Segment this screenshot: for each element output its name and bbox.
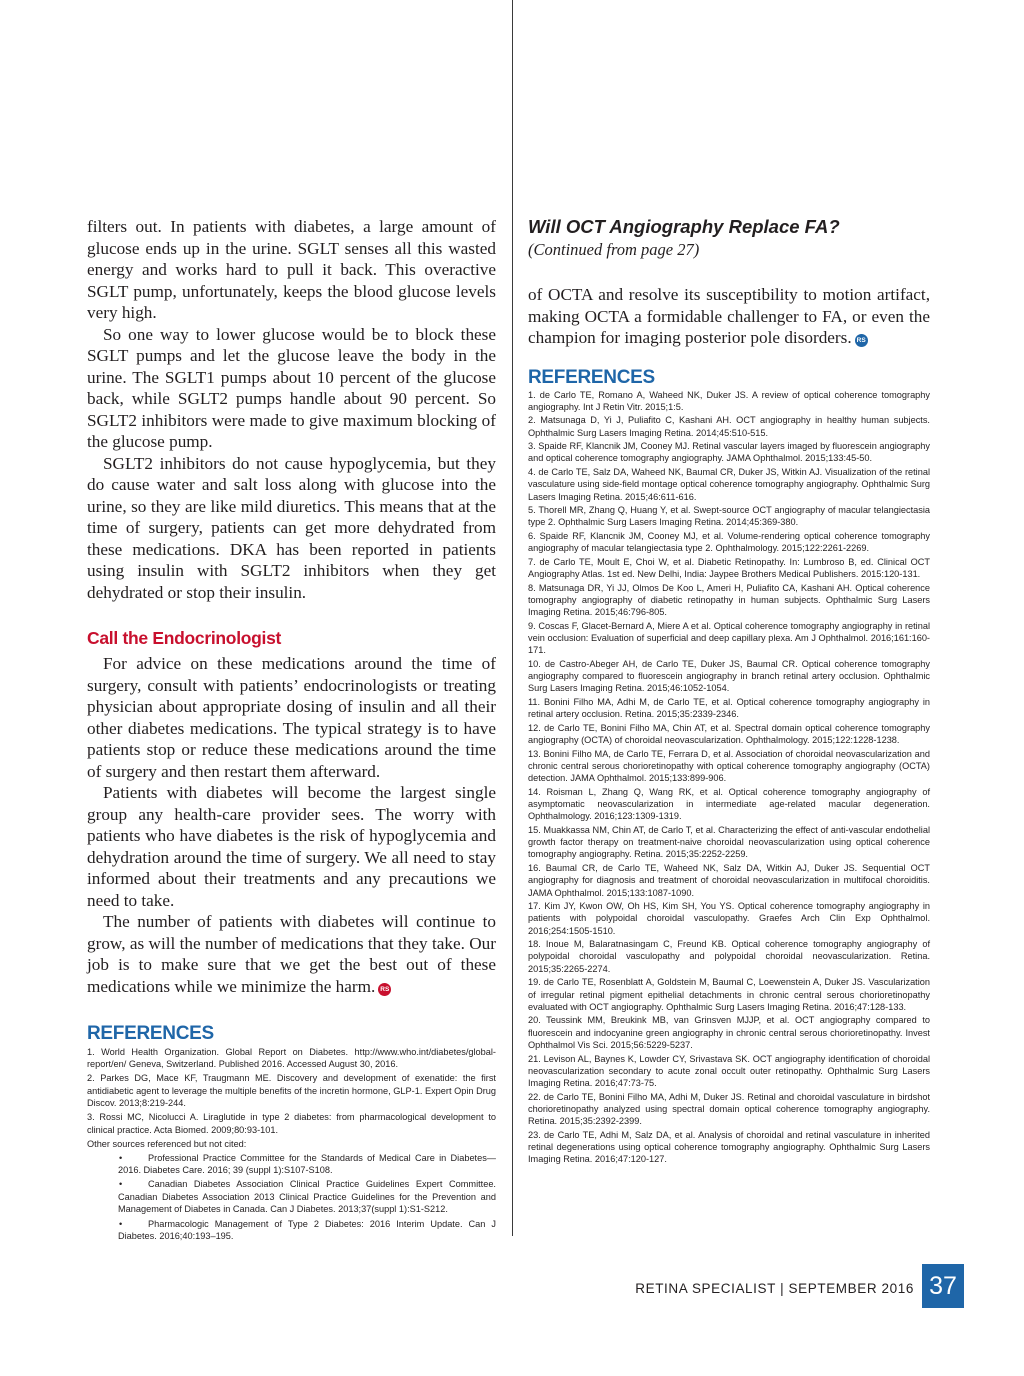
- reference-item: 1. World Health Organization. Global Report on Diabetes. http://www.who.int/diabetes/global-report/en/ Geneva, Switzerland. Published 2016. Accessed August 30, 2016.: [87, 1047, 496, 1070]
- paragraph-final: [87, 911, 496, 997]
- left-section-body: [87, 653, 496, 997]
- reference-item: 18. Inoue M, Balaratnasingam C, Freund KB. Optical coherence tomography angiography of polypoidal choroidal vasculopathy and polypoidal choroidal neovascularization. Retina. 2015;35:2265-2274.: [528, 939, 930, 974]
- rs-end-mark-icon: RS: [378, 983, 391, 996]
- reference-item: 6. Spaide RF, Klancnik JM, Cooney MJ, et al. Volume-rendering optical coherence tomography angiography of macular telangiectasia type 2. Ophthalmology. 2015;122:2261-2269.: [528, 531, 930, 554]
- reference-item: 10. de Castro-Abeger AH, de Carlo TE, Duker JS, Baumal CR. Optical coherence tomography angiography compared to fluorescein angiography in branch retinal artery occlusion. Ophthalmic Surg Lasers Imaging Retina. 2015;46:1052-1054.: [528, 659, 930, 694]
- column-divider: [512, 0, 513, 1236]
- bullet-text: • Pharmacologic Management of Type 2 Diabetes: 2016 Interim Update. Can J Diabetes. 2016;40:193–195.: [118, 1218, 496, 1242]
- left-column: [87, 216, 496, 1244]
- reference-item: 22. de Carlo TE, Bonini Filho MA, Adhi M, Duker JS. Retinal and choroidal vasculature in birdshot chorioretinopathy analyzed using spectral domain optical coherence tomography angiography. Retina. 2015;35:2392-2399.: [528, 1091, 930, 1126]
- paragraph: So one way to lower glucose would be to block these SGLT pumps and let the glucose leave the body in the urine. The SGLT1 pumps about 10 percent of the glucose back, while SGLT2 pumps handle about 90 percent. So SGLT2 inhibitors were made to give maximum blocking of the glucose pump.: [87, 324, 496, 451]
- paragraph-text: The number of patients with diabetes will continue to grow, as will the number of medications that they take. Our job is to make sure that we get the best out of these medications while we minimize the harm.: [87, 912, 496, 996]
- paragraph: filters out. In patients with diabetes, a large amount of glucose ends up in the urine. SGLT senses all this wasted energy and works hard to pull it back. This overactive SGLT pump, unfortunately, keeps the blood glucose levels very high.: [87, 217, 496, 322]
- reference-item: 12. de Carlo TE, Bonini Filho MA, Chin AT, et al. Spectral domain optical coherence tomography angiography (OCTA) of choroidal neovascularization. Ophthalmology. 2015;122:1228-1238.: [528, 723, 930, 746]
- reference-item: 23. de Carlo TE, Adhi M, Salz DA, et al. Analysis of choroidal and retinal vasculature in inherited retinal degenerations using optical coherence tomography angiography. Ophthalmic Surg Lasers Imaging Retina. 2016;47:120-127.: [528, 1129, 930, 1164]
- paragraph: For advice on these medications around the time of surgery, consult with patients’ endocrinologists or treating physician about appropriate dosing of insulin and all their other diabetes medications. The typical strategy is to have patients stop or reduce these medications around the time of surgery and then restart them afterward.: [87, 654, 496, 781]
- references-heading: REFERENCES: [87, 1023, 214, 1044]
- reference-item: 20. Teussink MM, Breukink MB, van Grinsven MJJP, et al. OCT angiography compared to fluorescein and indocyanine green angiography in chronic central serous chorioretinopathy. Invest Ophthalmol Vis Sci. 2015;56:5229-5237.: [528, 1015, 930, 1050]
- reference-item: 1. de Carlo TE, Romano A, Waheed NK, Duker JS. A review of optical coherence tomography angiography. Int J Retin Vitr. 2015;1:5.: [528, 389, 930, 412]
- right-body: [528, 284, 930, 349]
- reference-item: 3. Rossi MC, Nicolucci A. Liraglutide in type 2 diabetes: from pharmacological development to clinical practice. Acta Biomed. 2009;80:93-101.: [87, 1112, 496, 1135]
- reference-item: 9. Coscas F, Glacet-Bernard A, Miere A et al. Optical coherence tomography angiography in retinal vein occlusion: Evaluation of superficial and deep capillary plexa. Am J Ophthalmol. 2016;161:160-171.: [528, 621, 930, 656]
- reference-item: 13. Bonini Filho MA, de Carlo TE, Ferrara D, et al. Association of choroidal neovascularization and chronic central serous chorioretinopathy with optical coherence tomography angiography (OCTA) detection. JAMA Ophthalmol. 2015;133:899-906.: [528, 749, 930, 784]
- continued-note: (Continued from page 27): [528, 240, 700, 259]
- reference-item: 16. Baumal CR, de Carlo TE, Waheed NK, Salz DA, Witkin AJ, Duker JS. Sequential OCT angiography for diagnosis and treatment of choroidal neovascularization in multifocal choroiditis. JAMA Ophthalmol. 2015;133:1087-1090.: [528, 863, 930, 898]
- paragraph: SGLT2 inhibitors do not cause hypoglycemia, but they do cause water and salt loss along with glucose into the urine, so they are like mild diuretics. This means that at the time of surgery, patients can get more dehydrated from these medications. DKA has been reported in patients using insulin with SGLT2 inhibitors when they get dehydrated or stop their insulin.: [87, 453, 496, 602]
- paragraph: Patients with diabetes will become the largest single group any health-care provider sees. The worry with patients who have diabetes is the risk of hypoglycemia and dehydration around the time of surgery. We all need to stay informed about their treatments and any precautions we need to take.: [87, 783, 496, 910]
- reference-item: 11. Bonini Filho MA, Adhi M, de Carlo TE, et al. Optical coherence tomography angiography in retinal artery occlusion. Retina. 2015;35:2339-2346.: [528, 697, 930, 720]
- bullet-item: [87, 1178, 496, 1215]
- reference-item: 17. Kim JY, Kwon OW, Oh HS, Kim SH, You YS. Optical coherence tomography angiography in patients with polypoidal choroidal vasculopathy. Graefes Arch Clin Exp Ophthalmol. 2016;254:1505-1510.: [528, 901, 930, 936]
- reference-item: 2. Matsunaga D, Yi J, Puliafito C, Kashani AH. OCT angiography in healthy human subjects. Ophthalmic Surg Lasers Imaging Retina. 2014;45:510-515.: [528, 415, 930, 438]
- bullet-text: • Professional Practice Committee for the Standards of Medical Care in Diabetes—2016. Diabetes Care. 2016; 39 (suppl 1):S107-S108.: [118, 1152, 496, 1176]
- references-list: [87, 1046, 496, 1242]
- rs-end-mark-icon: RS: [855, 334, 868, 347]
- reference-item: 14. Roisman L, Zhang Q, Wang RK, et al. Optical coherence tomography angiography of asymptomatic neovascularization in intermediate age-related macular degeneration. Ophthalmology. 2016;123:1309-1319.: [528, 787, 930, 822]
- bullet-item: [87, 1218, 496, 1243]
- right-column: [528, 216, 930, 1167]
- reference-note: Other sources referenced but not cited:: [87, 1138, 247, 1149]
- paragraph-text: of OCTA and resolve its susceptibility to motion artifact, making OCTA a formidable challenger to FA, or even the champion for imaging posterior pole disorders.: [528, 285, 930, 347]
- reference-item: 2. Parkes DG, Mace KF, Traugmann ME. Discovery and development of exenatide: the first antidiabetic agent to leverage the multiple benefits of the incretin hormone, GLP-1. Expert Opin Drug Discov. 2013;8:219-244.: [87, 1073, 496, 1109]
- reference-item: 4. de Carlo TE, Salz DA, Waheed NK, Baumal CR, Duker JS, Witkin AJ. Visualization of the retinal vasculature using side-field montage optical coherence tomography angiography. Ophthalmic Surg Lasers Imaging Retina. 2015;46:611-616.: [528, 467, 930, 502]
- references-list: [528, 389, 930, 1166]
- reference-item: 8. Matsunaga DR, Yi JJ, Olmos De Koo L, Ameri H, Puliafito CA, Kashani AH. Optical coherence tomography angiography of diabetic retinopathy in human subjects. Ophthalmic Surg Lasers Imaging Retina. 2015;46:796-805.: [528, 583, 930, 618]
- references-heading: REFERENCES: [528, 366, 655, 388]
- reference-item: 3. Spaide RF, Klancnik JM, Cooney MJ. Retinal vascular layers imaged by fluorescein angiography and optical coherence tomography angiography. JAMA Ophthalmol. 2015;133:45-50.: [528, 441, 930, 464]
- bullet-item: [87, 1152, 496, 1177]
- running-footer: RETINA SPECIALIST | SEPTEMBER 2016: [635, 1281, 914, 1296]
- page-number: 37: [922, 1264, 964, 1308]
- left-body: [87, 216, 496, 603]
- reference-item: 5. Thorell MR, Zhang Q, Huang Y, et al. Swept-source OCT angiography of macular telangiectasia type 2. Ophthalmic Surg Lasers Imaging Retina. 2014;45:369-380.: [528, 505, 930, 528]
- reference-item: 15. Muakkassa NM, Chin AT, de Carlo T, et al. Characterizing the effect of anti-vascular endothelial growth factor therapy on treatment-naive choroidal neovascularization using optical coherence tomography angiography. Retina. 2015;35:2252-2259.: [528, 825, 930, 860]
- article-title: Will OCT Angiography Replace FA?: [528, 216, 840, 237]
- reference-item: 7. de Carlo TE, Moult E, Choi W, et al. Diabetic Retinopathy. In: Lumbroso B, ed. Clinical OCT Angiography Atlas. 1st ed. New Delhi, India: Jaypee Brothers Medical Publishers. 2015:120-131.: [528, 557, 930, 580]
- reference-item: 21. Levison AL, Baynes K, Lowder CY, Srivastava SK. OCT angiography identification of choroidal neovascularization secondary to acute zonal occult outer retinopathy. Ophthalmic Surg Lasers Imaging Retina. 2016;47:73-75.: [528, 1053, 930, 1088]
- paragraph-final: [528, 284, 930, 349]
- bullet-text: • Canadian Diabetes Association Clinical Practice Guidelines Expert Committee. Canadian Diabetes Association 2013 Clinical Practice Guidelines for the Prevention and Management of Diabetes in Canada. Can J Diabetes. 2013;37(suppl 1):S1-S212.: [118, 1179, 496, 1215]
- section-heading: Call the Endocrinologist: [87, 628, 282, 648]
- reference-item: 19. de Carlo TE, Rosenblatt A, Goldstein M, Baumal C, Loewenstein A, Duker JS. Vascularization of irregular retinal pigment epithelial detachments in chronic central serous chorioretinopathy evaluated with OCT angiography. Ophthalmic Surg Lasers Imaging Retina. 2016;47:128-133.: [528, 977, 930, 1012]
